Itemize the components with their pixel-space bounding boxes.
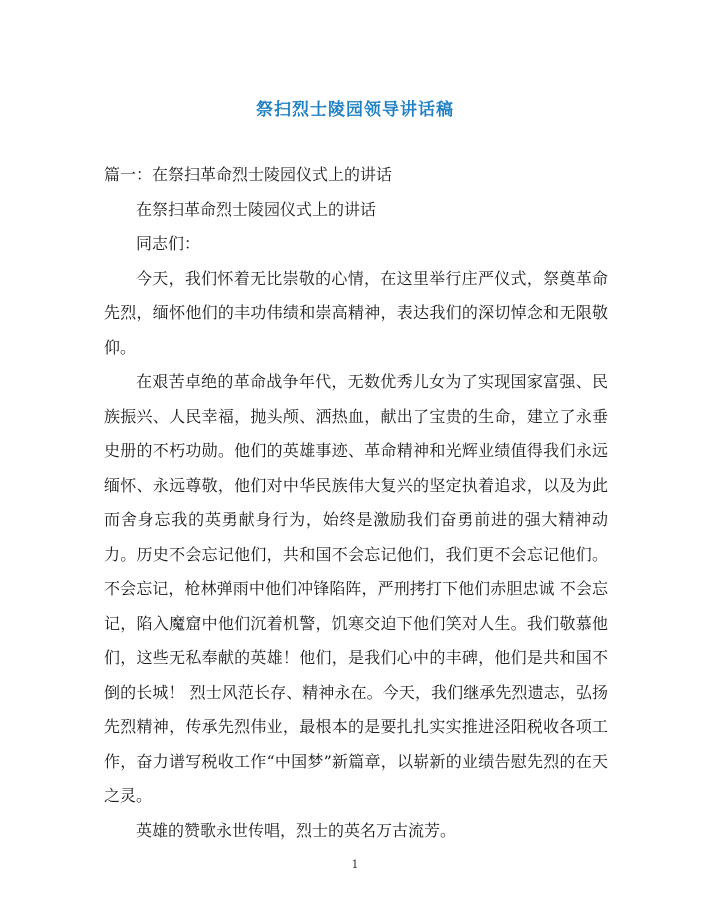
body-paragraph: 在艰苦卓绝的革命战争年代，无数优秀儿女为了实现国家富强、民族振兴、人民幸福，抛头颅、洒热血，献出了宝贵的生命，建立了永垂史册的不朽功勋。他们的英雄事迹、革命精神和光辉业绩值得我们永远缅怀、永远尊敬，他们对中华民族伟大复兴的坚定执着追求，以及为此而舍身忘我的英勇献身行为，始终是激励我们奋勇前进的强大精神动力。历史不会忘记他们，共和国不会忘记他们，我们更不会忘记他们。不会忘记，枪林弹雨中他们冲锋陷阵，严刑拷打下他们赤胆忠诚 不会忘记，陷入魔窟中他们沉着机警，饥寒交迫下他们笑对人生。我们敬慕他们，这些无私奉献的英雄！他们，是我们心中的丰碑，他们是共和国不倒的长城！ 烈士风范长存、精神永在。今天，我们继承先烈遗志，弘扬先烈精神，传承先烈伟业，最根本的是要扎扎实实推进泾阳税收各项工作，奋力谱写税收工作“中国梦”新篇章，以崭新的业绩告慰先烈的在天之灵。 bbox=[104, 372, 608, 805]
document-body bbox=[104, 158, 608, 848]
page-number: 1 bbox=[351, 858, 359, 871]
document-title: 祭扫烈士陵园领导讲话稿 bbox=[256, 100, 454, 120]
body-paragraph: 今天，我们怀着无比崇敬的心情，在这里举行庄严仪式，祭奠革命先烈，缅怀他们的丰功伟绩和崇高精神，表达我们的深切悼念和无限敬仰。 bbox=[104, 268, 608, 357]
section-heading: 篇一：在祭扫革命烈士陵园仪式上的讲话 bbox=[104, 165, 393, 184]
salutation: 同志们： bbox=[136, 234, 201, 253]
speech-title: 在祭扫革命烈士陵园仪式上的讲话 bbox=[136, 199, 377, 219]
closing-paragraph: 英雄的赞歌永世传唱，烈士的英名万古流芳。 bbox=[136, 820, 457, 840]
